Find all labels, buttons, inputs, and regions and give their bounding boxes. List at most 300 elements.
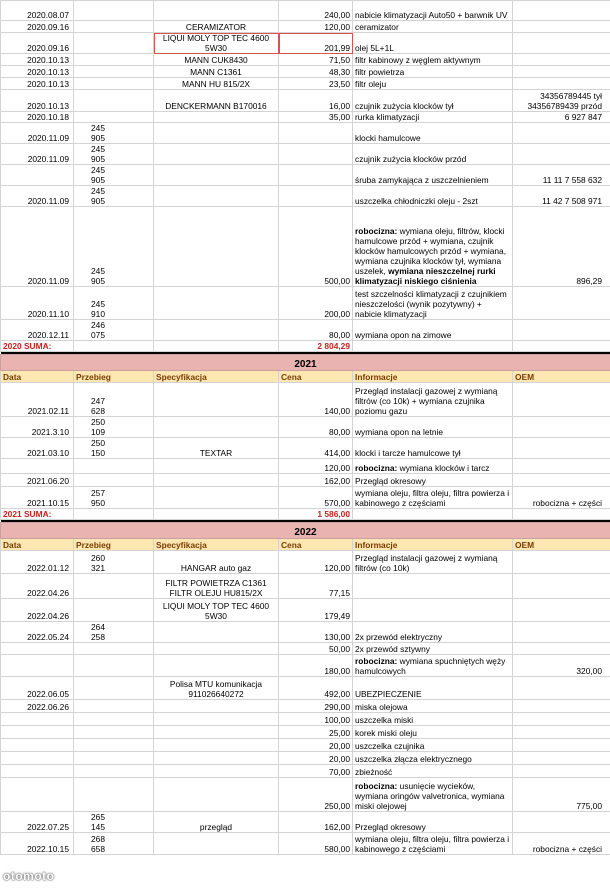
- info-cell: wymiana oleju, filtra oleju, filtra powierza i kabinowego z częściami: [353, 833, 513, 855]
- info-cell: zbieżność: [353, 765, 513, 778]
- column-header-date: Data: [1, 371, 74, 383]
- table-row: [1, 700, 610, 713]
- oem-cell: [513, 144, 610, 165]
- info-cell: [353, 655, 513, 677]
- spec-cell: [154, 1, 279, 21]
- spec-cell: [154, 509, 279, 520]
- table-row: [1, 21, 610, 33]
- oem-cell: [513, 551, 610, 574]
- oem-cell: [513, 812, 610, 833]
- column-header-date: Data: [1, 539, 74, 551]
- table-row: [1, 812, 610, 833]
- mileage-cell: [74, 112, 154, 123]
- year-header: [1, 523, 610, 539]
- spec-cell: [154, 144, 279, 165]
- mileage-cell: [74, 599, 154, 622]
- price-cell: 100,00: [279, 713, 353, 726]
- spec-cell: CERAMIZATOR: [154, 21, 279, 33]
- price-cell: 492,00: [279, 677, 353, 700]
- table-row: [1, 123, 610, 144]
- spec-cell: [154, 643, 279, 655]
- info-cell: wymiana opon na letnie: [353, 417, 513, 438]
- date-cell: 2022.04.26: [1, 599, 74, 622]
- oem-cell: [513, 320, 610, 341]
- info-cell: uszczelka złącza elektrycznego: [353, 752, 513, 765]
- price-cell: [279, 165, 353, 186]
- info-cell: uszczelka chłodniczki oleju - 2szt: [353, 186, 513, 207]
- date-cell: 2022.07.25: [1, 812, 74, 833]
- labor-label: robocizna:: [355, 781, 398, 791]
- info-cell: wymiana oleju, filtra oleju, filtra powierza i kabinowego z częściami: [353, 487, 513, 509]
- price-cell: 16,00: [279, 90, 353, 112]
- spec-cell: [154, 778, 279, 812]
- info-cell: rurka klimatyzacji: [353, 112, 513, 123]
- date-cell: 2020.11.09: [1, 123, 74, 144]
- date-cell: 2022.06.26: [1, 700, 74, 713]
- mileage-cell: 245 905: [74, 123, 154, 144]
- spec-cell: Polisa MTU komunikacja 911026640272: [154, 677, 279, 700]
- oem-cell: [513, 459, 610, 474]
- spec-cell: [154, 320, 279, 341]
- mileage-cell: 260 321: [74, 551, 154, 574]
- price-cell: 120,00: [279, 21, 353, 33]
- oem-cell: [513, 739, 610, 752]
- oem-cell: [513, 474, 610, 487]
- info-cell: test szczelności klimatyzacji z czujnikiem nieszczelości (wynik pozytywny) + nabicie klimatyzacji: [353, 287, 513, 320]
- price-cell: 130,00: [279, 622, 353, 643]
- column-header-oem: OEM: [513, 539, 610, 551]
- info-cell: [353, 459, 513, 474]
- info-cell: [353, 207, 513, 287]
- date-cell: 2022.05.24: [1, 622, 74, 643]
- oem-cell: [513, 417, 610, 438]
- table-row: [1, 474, 610, 487]
- info-cell: Przegląd instalacji gazowej z wymianą filtrów (co 10k): [353, 551, 513, 574]
- column-header-mileage: Przebieg: [74, 371, 154, 383]
- info-cell: uszczelka czujnika: [353, 739, 513, 752]
- price-cell: 180,00: [279, 655, 353, 677]
- spec-cell: LIQUI MOLY TOP TEC 4600 5W30: [154, 599, 279, 622]
- spec-cell: [154, 622, 279, 643]
- date-cell: 2020.10.13: [1, 66, 74, 78]
- spec-cell: MANN C1361: [154, 66, 279, 78]
- info-cell: Przegląd instalacji gazowej z wymianą filtrów (co 10k) + wymiana czujnika poziomu gazu: [353, 383, 513, 417]
- date-cell: 2022.10.15: [1, 833, 74, 855]
- labor-text: wymiana spuchniętych węży hamulcowych: [355, 656, 506, 676]
- price-cell: 580,00: [279, 833, 353, 855]
- spec-cell: DENCKERMANN B170016: [154, 90, 279, 112]
- column-header-mileage: Przebieg: [74, 539, 154, 551]
- info-cell: wymiana opon na zimowe: [353, 320, 513, 341]
- mileage-cell: [74, 713, 154, 726]
- price-cell: 80,00: [279, 417, 353, 438]
- info-cell: klocki i tarcze hamulcowe tył: [353, 438, 513, 459]
- price-cell: [279, 186, 353, 207]
- table-row: [1, 165, 610, 186]
- mileage-cell: 246 075: [74, 320, 154, 341]
- spec-cell: przegląd: [154, 812, 279, 833]
- spec-cell: [154, 739, 279, 752]
- column-header-spec: Specyfikacja: [154, 539, 279, 551]
- table-row: [1, 383, 610, 417]
- mileage-cell: 268 658: [74, 833, 154, 855]
- date-cell: [1, 165, 74, 186]
- info-cell: Przegląd okresowy: [353, 474, 513, 487]
- oem-cell: [513, 599, 610, 622]
- column-header-price: Cena: [279, 539, 353, 551]
- spec-cell: [154, 207, 279, 287]
- oem-cell: [513, 78, 610, 90]
- oem-cell: [513, 509, 610, 520]
- column-header-row: [1, 371, 610, 383]
- info-cell: klocki hamulcowe: [353, 123, 513, 144]
- sum-value: 1 586,00: [279, 509, 353, 520]
- mileage-cell: 245 905: [74, 144, 154, 165]
- mileage-cell: 245 910: [74, 287, 154, 320]
- spec-cell: [154, 383, 279, 417]
- oem-cell: [513, 622, 610, 643]
- labor-label: robocizna:: [355, 463, 398, 473]
- mileage-cell: [74, 700, 154, 713]
- table-row: [1, 144, 610, 165]
- oem-cell: [513, 752, 610, 765]
- sum-value: 2 804,29: [279, 341, 353, 352]
- date-cell: [1, 643, 74, 655]
- mileage-cell: [74, 574, 154, 599]
- price-cell: 77,15: [279, 574, 353, 599]
- date-cell: 2020.11.09: [1, 186, 74, 207]
- price-cell: 570,00: [279, 487, 353, 509]
- price-cell: [279, 144, 353, 165]
- info-cell: filtr kabinowy z węglem aktywnym: [353, 54, 513, 66]
- date-cell: [1, 459, 74, 474]
- oem-cell: [513, 438, 610, 459]
- mileage-cell: 257 950: [74, 487, 154, 509]
- info-cell: [353, 599, 513, 622]
- date-cell: [1, 752, 74, 765]
- sum-row: [1, 509, 610, 520]
- oem-cell: 34356789445 tył 34356789439 przód: [513, 90, 610, 112]
- price-cell: 71,50: [279, 54, 353, 66]
- mileage-cell: [74, 90, 154, 112]
- spec-cell: MANN CUK8430: [154, 54, 279, 66]
- table-row: [1, 677, 610, 700]
- mileage-cell: [74, 643, 154, 655]
- info-cell: czujnik zużycia klocków przód: [353, 144, 513, 165]
- column-header-spec: Specyfikacja: [154, 371, 279, 383]
- date-cell: 2020.10.13: [1, 90, 74, 112]
- table-row: [1, 287, 610, 320]
- price-cell: 414,00: [279, 438, 353, 459]
- column-header-price: Cena: [279, 371, 353, 383]
- spec-cell: [154, 833, 279, 855]
- oem-cell: [513, 33, 610, 54]
- table-row: [1, 599, 610, 622]
- spec-cell: [154, 112, 279, 123]
- labor-row: [1, 207, 610, 287]
- price-cell: 250,00: [279, 778, 353, 812]
- date-cell: [1, 713, 74, 726]
- price-cell: 120,00: [279, 551, 353, 574]
- table-row: [1, 487, 610, 509]
- table-row: [1, 66, 610, 78]
- date-cell: 2021.10.15: [1, 487, 74, 509]
- price-cell: 70,00: [279, 765, 353, 778]
- info-cell: [353, 778, 513, 812]
- labor-row: [1, 655, 610, 677]
- mileage-cell: [74, 778, 154, 812]
- mileage-cell: [74, 66, 154, 78]
- mileage-cell: [74, 726, 154, 739]
- date-cell: 2021.3.10: [1, 417, 74, 438]
- mileage-cell: 265 145: [74, 812, 154, 833]
- info-cell: filtr powietrza: [353, 66, 513, 78]
- table-row: [1, 551, 610, 574]
- mileage-cell: [74, 341, 154, 352]
- year-title: 2021: [1, 355, 610, 371]
- oem-cell: [513, 574, 610, 599]
- price-cell: [279, 123, 353, 144]
- labor-text: wymiana oleju, filtrów, klocki hamulcowe przód + wymiana, czujnik klocków hamulcowych przód + wymiana, wymiana czujnika klocków tył, wymiana uszelek,: [355, 226, 507, 276]
- info-cell: filtr oleju: [353, 78, 513, 90]
- sum-row: [1, 341, 610, 352]
- table-row: [1, 574, 610, 599]
- price-cell: 23,50: [279, 78, 353, 90]
- spec-cell: [154, 713, 279, 726]
- year-title: 2022: [1, 523, 610, 539]
- price-cell: 48,30: [279, 66, 353, 78]
- info-cell: 2x przewód elektryczny: [353, 622, 513, 643]
- info-cell: nabicie klimatyzacji Auto50 + barwnik UV: [353, 1, 513, 21]
- oem-cell: 320,00: [513, 655, 610, 677]
- spec-cell: [154, 417, 279, 438]
- oem-cell: [513, 1, 610, 21]
- mileage-cell: 247 628: [74, 383, 154, 417]
- spec-cell: [154, 341, 279, 352]
- info-cell: śruba zamykająca z uszczelnieniem: [353, 165, 513, 186]
- oem-cell: [513, 66, 610, 78]
- labor-highlight: wymiana nieszczelnej rurki klimatyzacji niskiego ciśnienia: [355, 266, 496, 286]
- table-row: [1, 112, 610, 123]
- price-cell: 25,00: [279, 726, 353, 739]
- price-cell: 120,00: [279, 459, 353, 474]
- oem-cell: [513, 287, 610, 320]
- price-cell: 200,00: [279, 287, 353, 320]
- mileage-cell: 245 905: [74, 165, 154, 186]
- labor-text: usunięcie wycieków, wymiana oringów valvetronica, wymiana miski olejowej: [355, 781, 505, 811]
- oem-cell: 11 42 7 508 971: [513, 186, 610, 207]
- date-cell: 2021.06.20: [1, 474, 74, 487]
- info-cell: uszczelka miski: [353, 713, 513, 726]
- mileage-cell: [74, 21, 154, 33]
- oem-cell: [513, 726, 610, 739]
- mileage-cell: [74, 765, 154, 778]
- sum-label: 2021 SUMA:: [1, 509, 74, 520]
- price-cell: 179,49: [279, 599, 353, 622]
- spec-cell: [154, 700, 279, 713]
- mileage-cell: 264 258: [74, 622, 154, 643]
- date-cell: 2022.06.05: [1, 677, 74, 700]
- labor-text: wymiana klocków i tarcz: [397, 463, 490, 473]
- oem-cell: 11 11 7 558 632: [513, 165, 610, 186]
- info-cell: olej 5L+1L: [353, 33, 513, 54]
- oem-cell: 6 927 847: [513, 112, 610, 123]
- table-row: [1, 765, 610, 778]
- column-header-info: Informacje: [353, 371, 513, 383]
- mileage-cell: [74, 459, 154, 474]
- date-cell: 2021.03.10: [1, 438, 74, 459]
- oem-cell: [513, 643, 610, 655]
- info-cell: korek miski oleju: [353, 726, 513, 739]
- date-cell: 2020.09.16: [1, 33, 74, 54]
- oem-cell: [513, 123, 610, 144]
- date-cell: 2022.01.12: [1, 551, 74, 574]
- table-row: [1, 78, 610, 90]
- price-cell: 140,00: [279, 383, 353, 417]
- spec-cell: HANGAR auto gaz: [154, 551, 279, 574]
- date-cell: [1, 739, 74, 752]
- mileage-cell: 250 150: [74, 438, 154, 459]
- date-cell: 2020.10.18: [1, 112, 74, 123]
- mileage-cell: [74, 655, 154, 677]
- table-row: [1, 833, 610, 855]
- spec-cell: [154, 474, 279, 487]
- table-row: [1, 622, 610, 643]
- date-cell: 2020.09.16: [1, 21, 74, 33]
- info-cell: Przegląd okresowy: [353, 812, 513, 833]
- info-cell: czujnik zużycia klocków tył: [353, 90, 513, 112]
- price-cell: 240,00: [279, 1, 353, 21]
- date-cell: [1, 655, 74, 677]
- spec-cell: [154, 287, 279, 320]
- spec-cell: [154, 186, 279, 207]
- table-row: [1, 713, 610, 726]
- price-cell: 201,99: [279, 33, 353, 54]
- spec-cell: [154, 487, 279, 509]
- date-cell: 2020.12.11: [1, 320, 74, 341]
- price-cell: 290,00: [279, 700, 353, 713]
- info-cell: 2x przewód sztywny: [353, 643, 513, 655]
- table-row: [1, 90, 610, 112]
- table-row: [1, 726, 610, 739]
- spec-cell: [154, 726, 279, 739]
- mileage-cell: [74, 33, 154, 54]
- mileage-cell: [74, 474, 154, 487]
- price-cell: 500,00: [279, 207, 353, 287]
- price-cell: 80,00: [279, 320, 353, 341]
- table-row: [1, 320, 610, 341]
- spec-cell: LIQUI MOLY TOP TEC 4600 5W30: [154, 33, 279, 54]
- table-row: [1, 33, 610, 54]
- oem-cell: [513, 341, 610, 352]
- table-row: [1, 752, 610, 765]
- oem-cell: robocizna + części: [513, 833, 610, 855]
- column-header-row: [1, 539, 610, 551]
- mileage-cell: 245 905: [74, 207, 154, 287]
- spec-cell: [154, 123, 279, 144]
- mileage-cell: [74, 677, 154, 700]
- oem-cell: 775,00: [513, 778, 610, 812]
- price-cell: 162,00: [279, 812, 353, 833]
- info-cell: ceramizator: [353, 21, 513, 33]
- table-row: [1, 739, 610, 752]
- table-row: [1, 186, 610, 207]
- labor-label: robocizna:: [355, 656, 398, 666]
- date-cell: 2021.02.11: [1, 383, 74, 417]
- date-cell: 2020.11.09: [1, 207, 74, 287]
- mileage-cell: [74, 752, 154, 765]
- table-row: [1, 54, 610, 66]
- spec-cell: MANN HU 815/2X: [154, 78, 279, 90]
- info-cell: UBEZPIECZENIE: [353, 677, 513, 700]
- date-cell: [1, 726, 74, 739]
- spec-cell: [154, 459, 279, 474]
- spec-cell: [154, 165, 279, 186]
- year-header: [1, 355, 610, 371]
- labor-row: [1, 778, 610, 812]
- price-cell: 162,00: [279, 474, 353, 487]
- date-cell: 2020.08.07: [1, 1, 74, 21]
- date-cell: 2020.10.13: [1, 78, 74, 90]
- watermark-logo: otomoto: [3, 869, 55, 883]
- column-header-info: Informacje: [353, 539, 513, 551]
- spec-cell: FILTR POWIETRZA C1361 FILTR OLEJU HU815/2X: [154, 574, 279, 599]
- spec-cell: TEXTAR: [154, 438, 279, 459]
- date-cell: 2020.10.13: [1, 54, 74, 66]
- date-cell: [1, 765, 74, 778]
- price-cell: 20,00: [279, 739, 353, 752]
- table-row: [1, 438, 610, 459]
- oem-cell: [513, 383, 610, 417]
- oem-cell: robocizna + części: [513, 487, 610, 509]
- oem-cell: [513, 700, 610, 713]
- mileage-cell: [74, 1, 154, 21]
- info-cell: [353, 341, 513, 352]
- table-row: [1, 643, 610, 655]
- mileage-cell: [74, 739, 154, 752]
- labor-label: robocizna:: [355, 226, 398, 236]
- oem-cell: [513, 21, 610, 33]
- oem-cell: [513, 677, 610, 700]
- oem-cell: 896,29: [513, 207, 610, 287]
- labor-row: [1, 459, 610, 474]
- column-header-oem: OEM: [513, 371, 610, 383]
- date-cell: [1, 778, 74, 812]
- oem-cell: [513, 765, 610, 778]
- price-cell: 50,00: [279, 643, 353, 655]
- mileage-cell: 250 109: [74, 417, 154, 438]
- spec-cell: [154, 655, 279, 677]
- spec-cell: [154, 765, 279, 778]
- oem-cell: [513, 713, 610, 726]
- info-cell: [353, 509, 513, 520]
- date-cell: 2020.11.09: [1, 144, 74, 165]
- table-row: [1, 417, 610, 438]
- price-cell: 35,00: [279, 112, 353, 123]
- price-cell: 20,00: [279, 752, 353, 765]
- date-cell: 2022.04.26: [1, 574, 74, 599]
- mileage-cell: [74, 509, 154, 520]
- info-cell: miska olejowa: [353, 700, 513, 713]
- mileage-cell: 245 905: [74, 186, 154, 207]
- mileage-cell: [74, 78, 154, 90]
- spec-cell: [154, 752, 279, 765]
- sum-label: 2020 SUMA:: [1, 341, 74, 352]
- oem-cell: [513, 54, 610, 66]
- mileage-cell: [74, 54, 154, 66]
- date-cell: 2020.11.10: [1, 287, 74, 320]
- info-cell: [353, 574, 513, 599]
